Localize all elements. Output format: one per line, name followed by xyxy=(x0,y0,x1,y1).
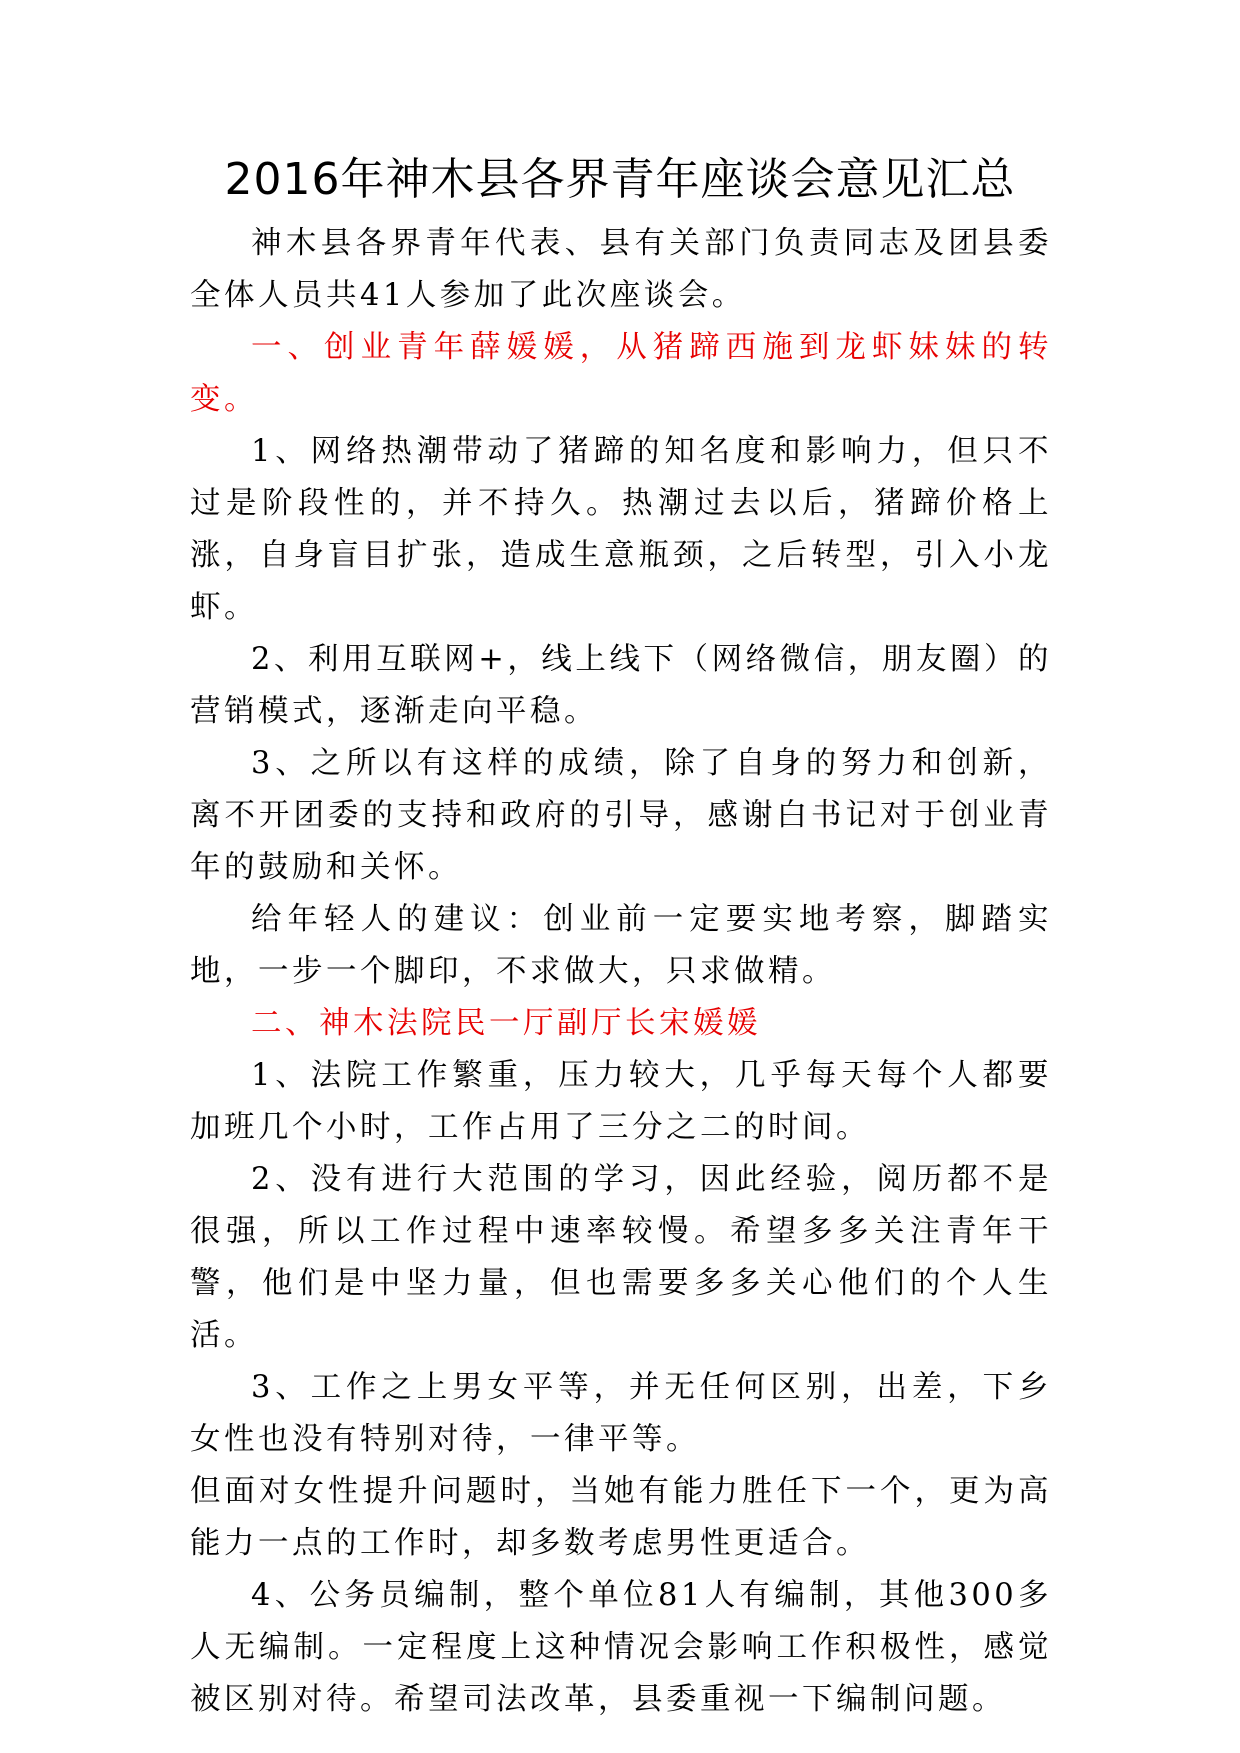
section-1-heading: 一、创业青年薛媛媛，从猪蹄西施到龙虾妹妹的转变。 xyxy=(190,330,1052,417)
section-2-item-3-continued: 但面对女性提升问题时，当她有能力胜任下一个，更为高能力一点的工作时，却多数考虑男性更适合。 xyxy=(190,1474,1052,1561)
intro-paragraph: 神木县各界青年代表、县有关部门负责同志及团县委全体人员共41人参加了此次座谈会。 xyxy=(190,226,1052,313)
document-body xyxy=(190,218,1052,1726)
section-1-item-1: 1、网络热潮带动了猪蹄的知名度和影响力，但只不过是阶段性的，并不持久。热潮过去以后，猪蹄价格上涨，自身盲目扩张，造成生意瓶颈，之后转型，引入小龙虾。 xyxy=(190,434,1052,625)
section-2-item-4: 4、公务员编制，整个单位81人有编制，其他300多人无编制。一定程度上这种情况会影响工作积极性，感觉被区别对待。希望司法改革，县委重视一下编制问题。 xyxy=(190,1578,1052,1717)
section-1-item-2: 2、利用互联网+，线上线下（网络微信，朋友圈）的营销模式，逐渐走向平稳。 xyxy=(190,642,1052,729)
section-2-heading: 二、神木法院民一厅副厅长宋媛媛 xyxy=(251,1006,761,1041)
section-2-item-1: 1、法院工作繁重，压力较大，几乎每天每个人都要加班几个小时，工作占用了三分之二的时间。 xyxy=(190,1058,1052,1145)
section-2-item-2: 2、没有进行大范围的学习，因此经验，阅历都不是很强，所以工作过程中速率较慢。希望多多关注青年干警，他们是中坚力量，但也需要多多关心他们的个人生活。 xyxy=(190,1162,1052,1353)
section-1-item-3: 3、之所以有这样的成绩，除了自身的努力和创新，离不开团委的支持和政府的引导，感谢白书记对于创业青年的鼓励和关怀。 xyxy=(190,746,1052,885)
section-1-advice: 给年轻人的建议：创业前一定要实地考察，脚踏实地，一步一个脚印，不求做大，只求做精。 xyxy=(190,902,1052,989)
document-title: 2016年神木县各界青年座谈会意见汇总 xyxy=(224,154,1016,205)
section-2-item-3: 3、工作之上男女平等，并无任何区别，出差，下乡女性也没有特别对待，一律平等。 xyxy=(190,1370,1052,1457)
